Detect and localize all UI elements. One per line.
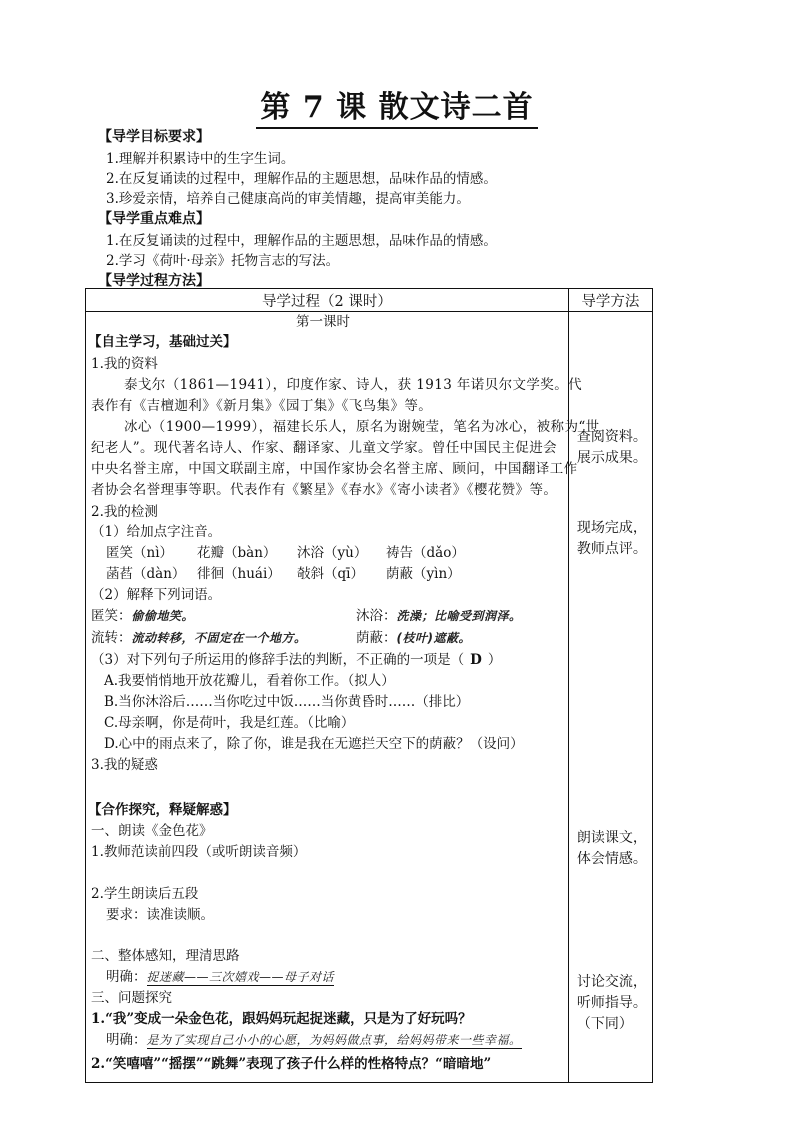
explain-term: 沐浴： [356,608,397,624]
rhetoric-option: C.母亲啊，你是荷叶，我是红莲。（比喻） [104,715,355,731]
question-1-answer: 明确：是为了实现自己小小的心愿，为妈妈做点事，给妈妈带来一些幸福。 [106,1032,522,1048]
goal-item: 1.理解并积累诗中的生字生词。 [106,151,295,167]
goals-heading: 【导学目标要求】 [98,129,210,145]
keypoints-heading: 【导学重点难点】 [98,211,210,227]
part-3-heading: 三、问题探究 [91,990,172,1006]
explain-item [91,608,194,624]
page-title: 第 7 课 散文诗二首 [0,82,794,126]
keypoint-item: 2.学习《荷叶·母亲》托物言志的写法。 [106,253,340,269]
explain-item [356,630,471,646]
method-note: 讨论交流， 听师指导。 （下同） [576,974,647,1032]
guide-table [85,288,653,1083]
part-1-requirement: 要求：读准读顺。 [106,907,214,923]
pinyin-item: 匿笑（nì） [106,545,174,561]
explain-item [356,608,522,624]
self-study-heading: 【自主学习，基础过关】 [88,334,237,350]
coop-heading: 【合作探究，释疑解惑】 [88,802,237,818]
method-note: 朗读课文， 体会情感。 [576,830,647,867]
pinyin-item: 徘徊（huái） [197,566,281,582]
my-doubts: 3.我的疑惑 [91,757,158,773]
process-cell [86,312,600,1082]
explain-term: 匿笑： [91,608,132,624]
col-header-process: 导学过程（2 课时） [86,289,569,312]
keypoint-item: 1.在反复诵读的过程中，理解作品的主题思想，品味作品的情感。 [106,233,497,249]
explain-meaning: 偷偷地笑。 [131,609,195,623]
process-heading: 【导学过程方法】 [98,273,210,289]
answer-text: 捉迷藏——三次嬉戏——母子对话 [146,970,335,984]
tagore-line: 表作有《吉檀迦利》《新月集》《园丁集》《飞鸟集》等。 [91,398,433,414]
my-check: 2.我的检测 [91,504,158,520]
method-cell [569,312,652,1082]
part-1-heading: 一、朗读《金色花》 [91,823,213,839]
bingxin-line: 者协会名誉理事等职。代表作有《繁星》《春水》《寄小读者》《樱花赞》等。 [91,482,558,498]
my-materials: 1.我的资料 [91,356,158,372]
pinyin-item: 祷告（dǎo） [386,545,465,561]
rhetoric-answer: D [470,652,482,668]
bingxin-line: 冰心（1900—1999），福建长乐人，原名为谢婉莹，笔名为冰心，被称为“世 [124,419,600,435]
part-2-answer: 明确：捉迷藏——三次嬉戏——母子对话 [106,969,335,985]
pinyin-item: 敧斜（qī） [297,566,364,582]
tagore-line: 泰戈尔（1861—1941），印度作家、诗人，获 1913 年诺贝尔文学奖。代 [124,377,583,393]
explain-meaning: 流动转移，不固定在一个地方。 [131,631,307,645]
pinyin-task: （1）给加点字注音。 [91,524,222,540]
bingxin-line: 纪老人”。现代著名诗人、作家、翻译家、儿童文学家。曾任中国民主促进会 [91,440,558,456]
pinyin-item: 菡萏（dàn） [106,566,186,582]
part-2-heading: 二、整体感知，理清思路 [91,948,240,964]
rhetoric-option: A.我要悄悄地开放花瓣儿，看着你工作。（拟人） [104,673,395,689]
explain-item [91,630,307,646]
part-1-step: 1.教师范读前四段（或听朗读音频） [91,844,307,860]
explain-term: 荫蔽： [356,630,397,646]
pinyin-item: 沐浴（yù） [297,545,368,561]
pinyin-item: 花瓣（bàn） [197,545,277,561]
method-note: 查阅资料。 展示成果。 [576,429,647,466]
explain-meaning: (枝叶)遮蔽。 [396,631,471,645]
pinyin-item: 荫蔽（yìn） [386,566,461,582]
method-note: 现场完成， 教师点评。 [576,520,647,557]
answer-text: 是为了实现自己小小的心愿，为妈妈做点事，给妈妈带来一些幸福。 [146,1033,522,1047]
bingxin-line: 中央名誉主席，中国文联副主席，中国作家协会名誉主席、顾问，中国翻译工作 [91,461,578,477]
explain-task: （2）解释下列词语。 [91,587,222,603]
rhetoric-option: D.心中的雨点来了，除了你，谁是我在无遮拦天空下的荫蔽？（设问） [104,736,524,752]
part-1-step: 2.学生朗读后五段 [91,886,199,902]
question-1: 1.“我”变成一朵金色花，跟妈妈玩起捉迷藏，只是为了好玩吗？ [91,1011,472,1027]
explain-term: 流转： [91,630,132,646]
rhetoric-question: （3）对下列句子所运用的修辞手法的判断，不正确的一项是（ D ） [91,652,502,668]
rhetoric-option: B.当你沐浴后……当你吃过中饭……当你黄昏时……（排比） [104,694,470,710]
explain-meaning: 洗澡；比喻受到润泽。 [396,609,522,623]
goal-item: 3.珍爱亲情，培养自己健康高尚的审美情趣，提高审美能力。 [106,191,470,207]
question-2: 2.“笑嘻嘻”“摇摆”“跳舞”表现了孩子什么样的性格特点？“暗暗地” [91,1056,492,1072]
lesson-label: 第一课时 [296,314,350,330]
goal-item: 2.在反复诵读的过程中，理解作品的主题思想，品味作品的情感。 [106,171,497,187]
col-header-method: 导学方法 [568,289,652,312]
